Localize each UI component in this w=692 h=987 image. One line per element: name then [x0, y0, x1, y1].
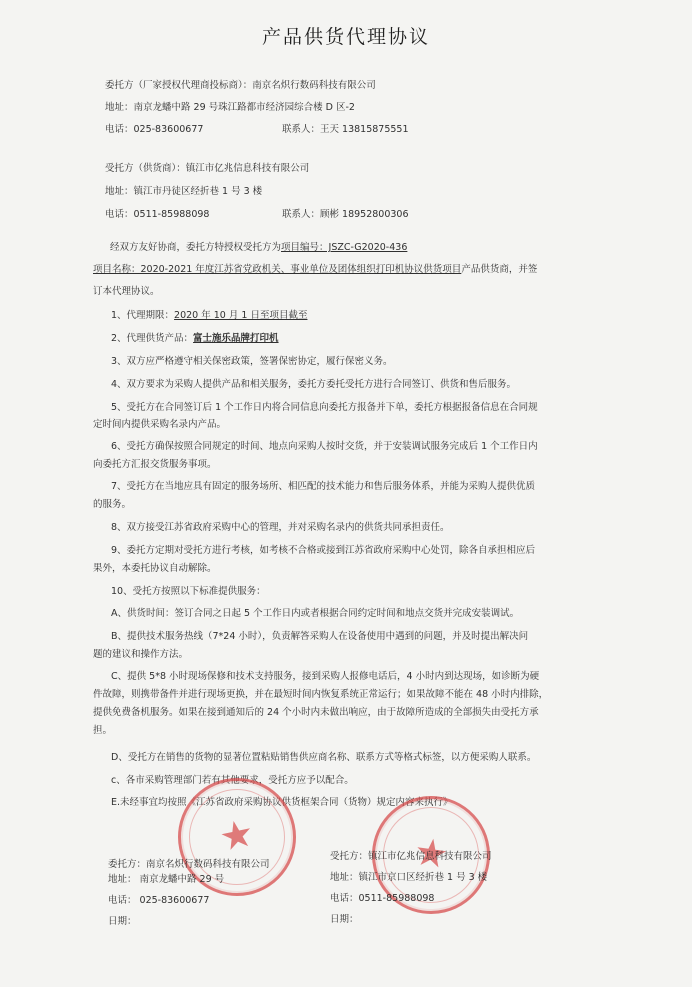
party-a-contact: 联系人：王天 13815875551 [282, 124, 409, 135]
project-number: 项目编号：JSZC-G2020-436 [281, 242, 408, 253]
party-a-name: 委托方（厂家授权代理商投标商）：南京名炽行数码科技有限公司 [105, 80, 376, 91]
clause-7-line-1: 7、受托方在当地应具有固定的服务场所、相匹配的技术能力和售后服务体系，并能为采购人提供优质 [111, 481, 536, 492]
clause-2 [111, 333, 279, 345]
party-b-phone: 电话：0511-85988098 [105, 209, 210, 220]
agency-period: 2020 年 10 月 1 日至项目截至 [174, 310, 308, 321]
sign-a-date: 日期： [108, 916, 137, 927]
clause-c-line-1: C、提供 5*8 小时现场保修和技术支持服务，接到采购人报修电话后，4 小时内到达现场，如诊断为硬 [111, 671, 540, 682]
clause-9-line-1: 9、委托方定期对受托方进行考核，如考核不合格或接到江苏省政府采购中心处罚，除各自承担相应后 [111, 545, 536, 556]
sign-a-address: 地址： 南京龙蟠中路 29 号 [108, 874, 225, 885]
agency-product: 富士施乐品牌打印机 [193, 333, 279, 344]
party-b-contact: 联系人：顾彬 18952800306 [282, 209, 409, 220]
clause-2-label: 2、代理供货产品： [111, 333, 194, 344]
clause-b-line-2: 题的建议和操作方法。 [93, 649, 189, 660]
clause-a: A、供货时间：签订合同之日起 5 个工作日内或者根据合同约定时间和地点交货并完成安装调试。 [111, 608, 520, 619]
clause-c-line-2: 件故障，则携带备件并进行现场更换，并在最短时间内恢复系统正常运行；如果故障不能在 48 小时内排除， [93, 689, 549, 700]
clause-6-line-1: 6、受托方确保按照合同规定的时间、地点向采购人按时交货，并于安装调试服务完成后 1 个工作日内 [111, 441, 538, 452]
project-name: 项目名称：2020-2021 年度江苏省党政机关、事业单位及团体组织打印机协议供货项目 [93, 264, 462, 275]
party-a-phone: 电话：025-83600677 [105, 124, 204, 135]
clause-5-line-1: 5、受托方在合同签订后 1 个工作日内将合同信息向委托方报备并下单，委托方根据报备信息在合同规 [111, 402, 538, 413]
intro-text-2: 产品供货商，并签 [461, 264, 538, 275]
sign-b-address: 地址：镇江市京口区经折巷 1 号 3 楼 [330, 872, 488, 883]
clause-c-line-3: 提供免费备机服务。如果在接到通知后的 24 个小时内未做出响应，由于故障所造成的全部损失由受托方承 [93, 707, 539, 718]
clause-1-label: 1、代理期限： [111, 310, 175, 321]
clause-e: E.未经事宜均按照《江苏省政府采购协议供货框架合同（货物）规定内容来执行》 [111, 797, 453, 808]
intro-line-2 [93, 264, 537, 276]
sign-b-date: 日期： [330, 914, 359, 925]
intro-line-3: 订本代理协议。 [93, 286, 160, 297]
clause-c-line-4: 担。 [93, 725, 113, 736]
sign-a-phone: 电话： 025-83600677 [108, 895, 210, 906]
clause-d: D、受托方在销售的货物的显著位置粘贴销售供应商名称、联系方式等格式标签，以方便采购人联系。 [111, 752, 537, 763]
seal-star-icon: ★ [411, 828, 452, 878]
clause-10: 10、受托方按照以下标准提供服务： [111, 586, 266, 597]
sign-a-name: 委托方：南京名炽行数码科技有限公司 [108, 859, 270, 870]
party-a-address: 地址：南京龙蟠中路 29 号珠江路都市经济园综合楼 D 区-2 [105, 102, 355, 113]
clause-c2: c、各市采购管理部门若有其他要求，受托方应予以配合。 [111, 775, 354, 786]
clause-1 [111, 310, 307, 322]
sign-b-phone: 电话：0511-85988098 [330, 893, 435, 904]
clause-9-line-2: 果外，本委托协议自动解除。 [93, 563, 217, 574]
clause-7-line-2: 的服务。 [93, 499, 132, 510]
clause-8: 8、双方接受江苏省政府采购中心的管理，并对采购名录内的供货共同承担责任。 [111, 522, 450, 533]
clause-3: 3、双方应严格遵守相关保密政策，签署保密协定，履行保密义务。 [111, 356, 393, 367]
intro-text: 经双方友好协商，委托方特授权受托方为 [110, 242, 282, 253]
clause-b-line-1: B、提供技术服务热线（7*24 小时），负责解答采购人在设备使用中遇到的问题，并及时提出解决问 [111, 631, 529, 642]
clause-5-line-2: 定时间内提供采购名录内产品。 [93, 419, 227, 430]
party-b-name: 受托方（供货商）：镇江市亿兆信息科技有限公司 [105, 163, 310, 174]
clause-4: 4、双方要求为采购人提供产品和相关服务，委托方委托受托方进行合同签订、供货和售后服务。 [111, 379, 517, 390]
clause-6-line-2: 向委托方汇报交货服务事项。 [93, 459, 217, 470]
intro-line-1 [110, 242, 407, 254]
document-title: 产品供货代理协议 [261, 26, 430, 48]
sign-b-name: 受托方：镇江市亿兆信息科技有限公司 [330, 851, 492, 862]
party-b-address: 地址：镇江市丹徒区经折巷 1 号 3 楼 [105, 186, 263, 197]
seal-star-icon: ★ [215, 810, 258, 861]
